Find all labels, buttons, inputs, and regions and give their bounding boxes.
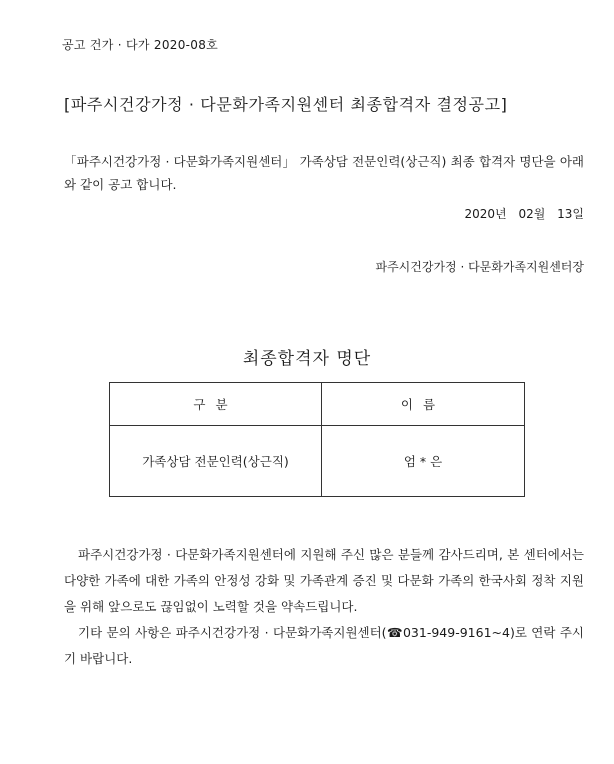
announcement-date: 2020년 02월 13일 [464, 207, 584, 221]
page-title: [파주시건강가정 · 다문화가족지원센터 최종합격자 결정공고] [64, 95, 508, 114]
result-table [109, 382, 525, 497]
table-row [110, 426, 525, 497]
issuer: 파주시건강가정 · 다문화가족지원센터장 [375, 260, 584, 274]
contact-paragraph: 기타 문의 사항은 파주시건강가정 · 다문화가족지원센터(☎031-949-9161~4)로 연락 주시기 바랍니다. [64, 625, 584, 666]
thanks-paragraph: 파주시건강가정 · 다문화가족지원센터에 지원해 주신 많은 분들께 감사드리며, 본 센터에서는 다양한 가족에 대한 가족의 안정성 강화 및 가족관계 증진 및 다문화 가족의 한국사회 정착 지원을 위해 앞으로도 끊임없이 노력할 것을 약속드립니다. [64, 547, 584, 614]
intro-paragraph: 「파주시건강가정 · 다문화가족지원센터」 가족상담 전문인력(상근직) 최종 합격자 명단을 아래와 같이 공고 합니다. [64, 154, 584, 192]
document-number: 공고 건가 · 다가 2020-08호 [62, 38, 219, 52]
header-category: 구분 [110, 383, 322, 426]
closing-section [64, 542, 584, 672]
header-name: 이름 [322, 383, 525, 426]
cell-name: 엄 * 은 [322, 426, 525, 497]
table-header-row [110, 383, 525, 426]
table-title: 최종합격자 명단 [242, 349, 372, 369]
cell-category: 가족상담 전문인력(상근직) [110, 426, 322, 497]
